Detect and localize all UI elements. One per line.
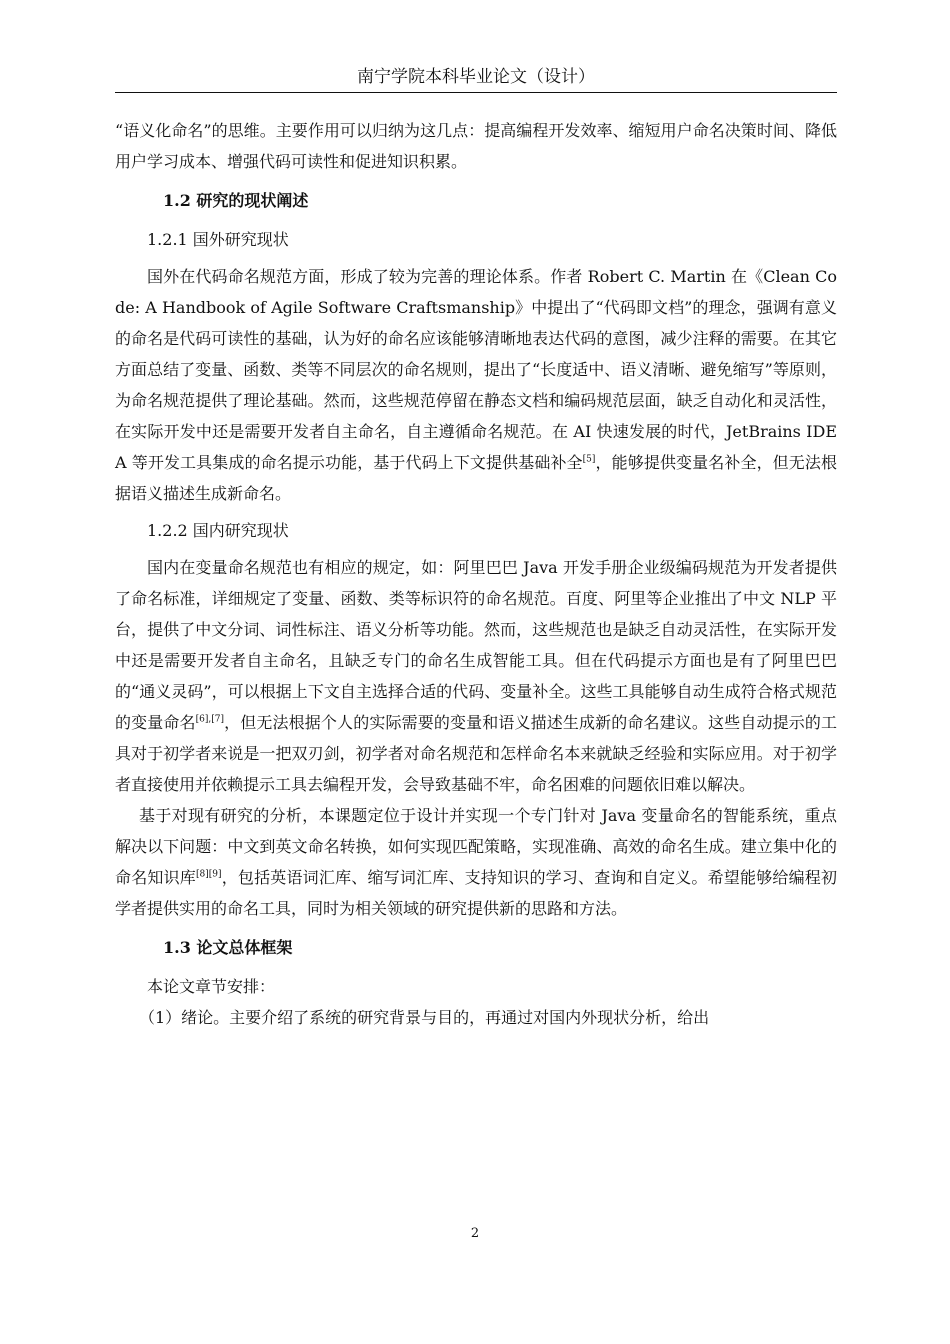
paragraph-research-positioning-text: 基于对现有研究的分析，本课题定位于设计并实现一个专门针对 Java 变量命名的智能系统，重点解决以下问题：中文到英文命名转换，如何实现匹配策略，实现准确、高效的命名生成。建立集中化的命名知识库 — [115, 806, 837, 887]
paragraph-domestic-research-text: 国内在变量命名规范也有相应的规定，如：阿里巴巴 Java 开发手册企业级编码规范为开发者提供了命名标准，详细规定了变量、函数、类等标识符的命名规范。百度、阿里等企业推出了中文 NLP 平台，提供了中文分词、词性标注、语义分析等功能。然而，这些规范也是缺乏自动灵活性，在实际开发中还是需要开发者自主命名，且缺乏专门的命名生成智能工具。但在代码提示方面也是有了阿里巴巴的“通义灵码”，可以根据上下文自主选择合适的代码、变量补全。这些工具能够自动生成符合格式规范的变量命名 — [115, 558, 837, 732]
header-title: 南宁学院本科毕业论文（设计） — [357, 67, 595, 87]
paragraph-domestic-research — [115, 552, 837, 800]
paragraph-foreign-research-text: 国外在代码命名规范方面，形成了较为完善的理论体系。作者 Robert C. Martin 在《Clean Code: A Handbook of Agile Software Craftsmanship》中提出了“代码即文档”的理念，强调有意义的命名是代码可读性的基础，认为好的命名应该能够清晰地表达代码的意图，减少注释的需要。在其它方面总结了变量、函数、类等不同层次的命名规则，提出了“长度适中、语义清晰、避免缩写”等原则，为命名规范提供了理论基础。然而，这些规范停留在静态文档和编码规范层面，缺乏自动化和灵活性，在实际开发中还是需要开发者自主命名，自主遵循命名规范。在 AI 快速发展的时代，JetBrains IDEA 等开发工具集成的命名提示功能，基于代码上下文提供基础补全 — [115, 267, 837, 472]
subsection-heading-1-2-1: 1.2.1 国外研究现状 — [147, 230, 289, 249]
citation-5: [5] — [582, 454, 596, 465]
paragraph-domestic-research-tail: ，但无法根据个人的实际需要的变量和语义描述生成新的命名建议。这些自动提示的工具对于初学者来说是一把双刃剑，初学者对命名规范和怎样命名本来就缺乏经验和实际应用。对于初学者直接使用并依赖提示工具去编程开发，会导致基础不牢，命名困难的问题依旧难以解决。 — [115, 713, 837, 794]
section-heading-1-3: 1.3 论文总体框架 — [163, 938, 293, 957]
citation-6-7: [6],[7] — [195, 714, 225, 725]
document-body — [115, 115, 837, 1033]
page-footer — [0, 1226, 950, 1241]
paragraph-foreign-research-tail: ，能够提供变量名补全，但无法根据语义描述生成新命名。 — [115, 453, 837, 503]
page-header — [115, 62, 837, 93]
section-heading-1-2: 1.2 研究的现状阐述 — [163, 191, 309, 210]
paragraph-chapter-1-summary: （1）绪论。主要介绍了系统的研究背景与目的，再通过对国内外现状分析，给出 — [139, 1008, 710, 1027]
citation-8-9: [8][9] — [196, 869, 222, 880]
paragraph-research-positioning — [115, 800, 837, 924]
page-number: 2 — [470, 1226, 480, 1241]
paragraph-chapter-arrangement: 本论文章节安排： — [147, 977, 276, 996]
subsection-heading-1-2-2: 1.2.2 国内研究现状 — [147, 521, 289, 540]
paragraph-intro-continuation: “语义化命名”的思维。主要作用可以归纳为这几点：提高编程开发效率、缩短用户命名决策时间、降低用户学习成本、增强代码可读性和促进知识积累。 — [115, 121, 837, 171]
paragraph-research-positioning-tail: ，包括英语词汇库、缩写词汇库、支持知识的学习、查询和自定义。希望能够给编程初学者提供实用的命名工具，同时为相关领域的研究提供新的思路和方法。 — [115, 868, 837, 918]
paragraph-foreign-research — [115, 261, 837, 509]
